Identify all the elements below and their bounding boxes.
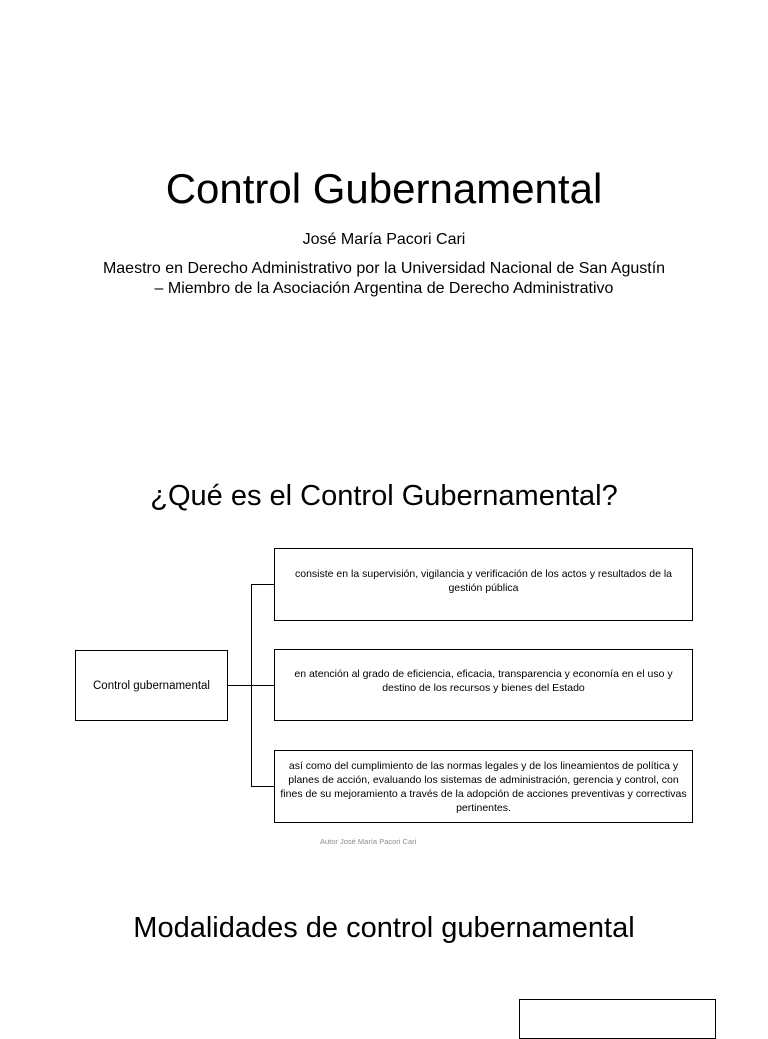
slide-footer-author: Autor José María Pacori Cari	[320, 837, 417, 846]
author-affiliation: Maestro en Derecho Administrativo por la Universidad Nacional de San Agustín – Miembro de la Asociación Argentina de Derecho Administrativo	[102, 260, 666, 297]
section-title-modalities: Modalidades de control gubernamental	[133, 912, 635, 944]
section-title-definition: ¿Qué es el Control Gubernamental?	[150, 480, 618, 512]
diagram-branch-text: en atención al grado de eficiencia, eficacia, transparencia y economía en el uso y destino de los recursos y bienes del Estado	[294, 668, 673, 694]
diagram-partial-node	[519, 999, 716, 1039]
diagram-branch-node	[274, 750, 693, 823]
slide-title: Control Gubernamental	[165, 165, 603, 212]
diagram-branch-text: consiste en la supervisión, vigilancia y verificación de los actos y resultados de la gestión pública	[294, 567, 673, 594]
diagram-root-label: Control gubernamental	[93, 679, 210, 692]
author-name: José María Pacori Cari	[302, 231, 466, 248]
diagram-root-node	[75, 650, 228, 721]
diagram-branch-node	[274, 649, 693, 721]
diagram-branch-text: así como del cumplimiento de las normas legales y de los lineamientos de política y planes de acción, evaluando los sistemas de administración, gerencia y control, con fines de su mejoramiento a través de la adopción de acciones preventivas y correctivas pertinentes.	[280, 759, 687, 814]
diagram-branch-node	[274, 548, 693, 621]
